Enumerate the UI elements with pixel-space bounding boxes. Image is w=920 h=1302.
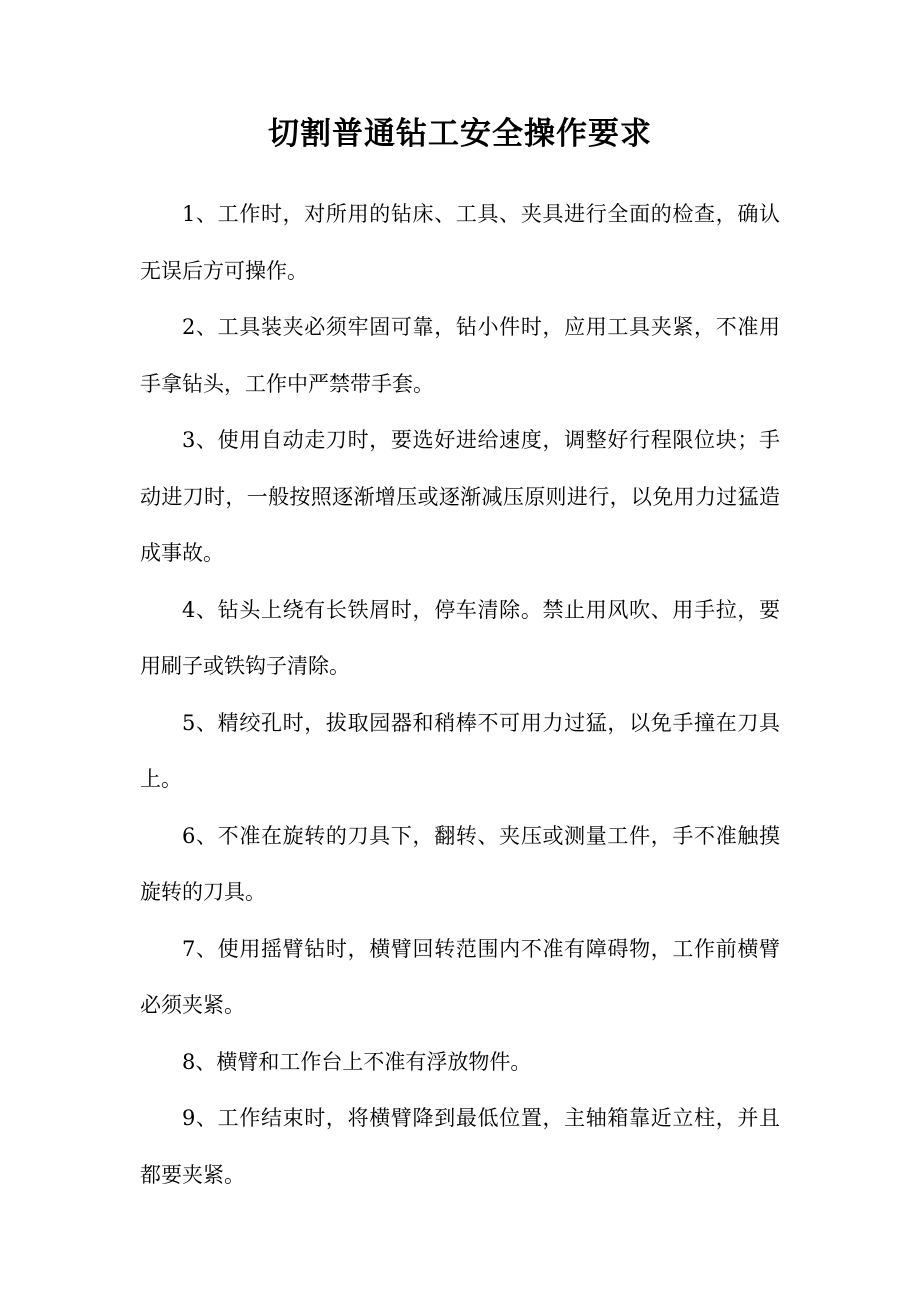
paragraph-3: 3、使用自动走刀时，要选好进给速度，调整好行程限位块；手动进刀时，一般按照逐渐增压或逐渐减压原则进行，以免用力过猛造成事故。 bbox=[140, 428, 780, 565]
paragraph-7: 7、使用摇臂钻时，横臂回转范围内不准有障碍物，工作前横臂必须夹紧。 bbox=[140, 936, 780, 1017]
document-title: 切割普通钻工安全操作要求 bbox=[268, 116, 652, 152]
paragraph-1: 1、工作时，对所用的钻床、工具、夹具进行全面的检查，确认无误后方可操作。 bbox=[140, 202, 780, 283]
paragraph-9: 9、工作结束时，将横臂降到最低位置，主轴箱靠近立柱，并且都要夹紧。 bbox=[140, 1106, 780, 1187]
paragraph-6: 6、不准在旋转的刀具下，翻转、夹压或测量工件，手不准触摸旋转的刀具。 bbox=[140, 823, 780, 904]
document-body bbox=[140, 186, 780, 1203]
paragraph-4: 4、钻头上绕有长铁屑时，停车清除。禁止用风吹、用手拉，要用刷子或铁钩子清除。 bbox=[140, 597, 780, 678]
paragraph-8: 8、横臂和工作台上不准有浮放物件。 bbox=[182, 1049, 532, 1074]
paragraph-5: 5、精绞孔时，拔取园器和稍棒不可用力过猛，以免手撞在刀具上。 bbox=[140, 710, 780, 791]
paragraph-2: 2、工具装夹必须牢固可靠，钻小件时，应用工具夹紧，不准用手拿钻头，工作中严禁带手套。 bbox=[140, 315, 780, 396]
